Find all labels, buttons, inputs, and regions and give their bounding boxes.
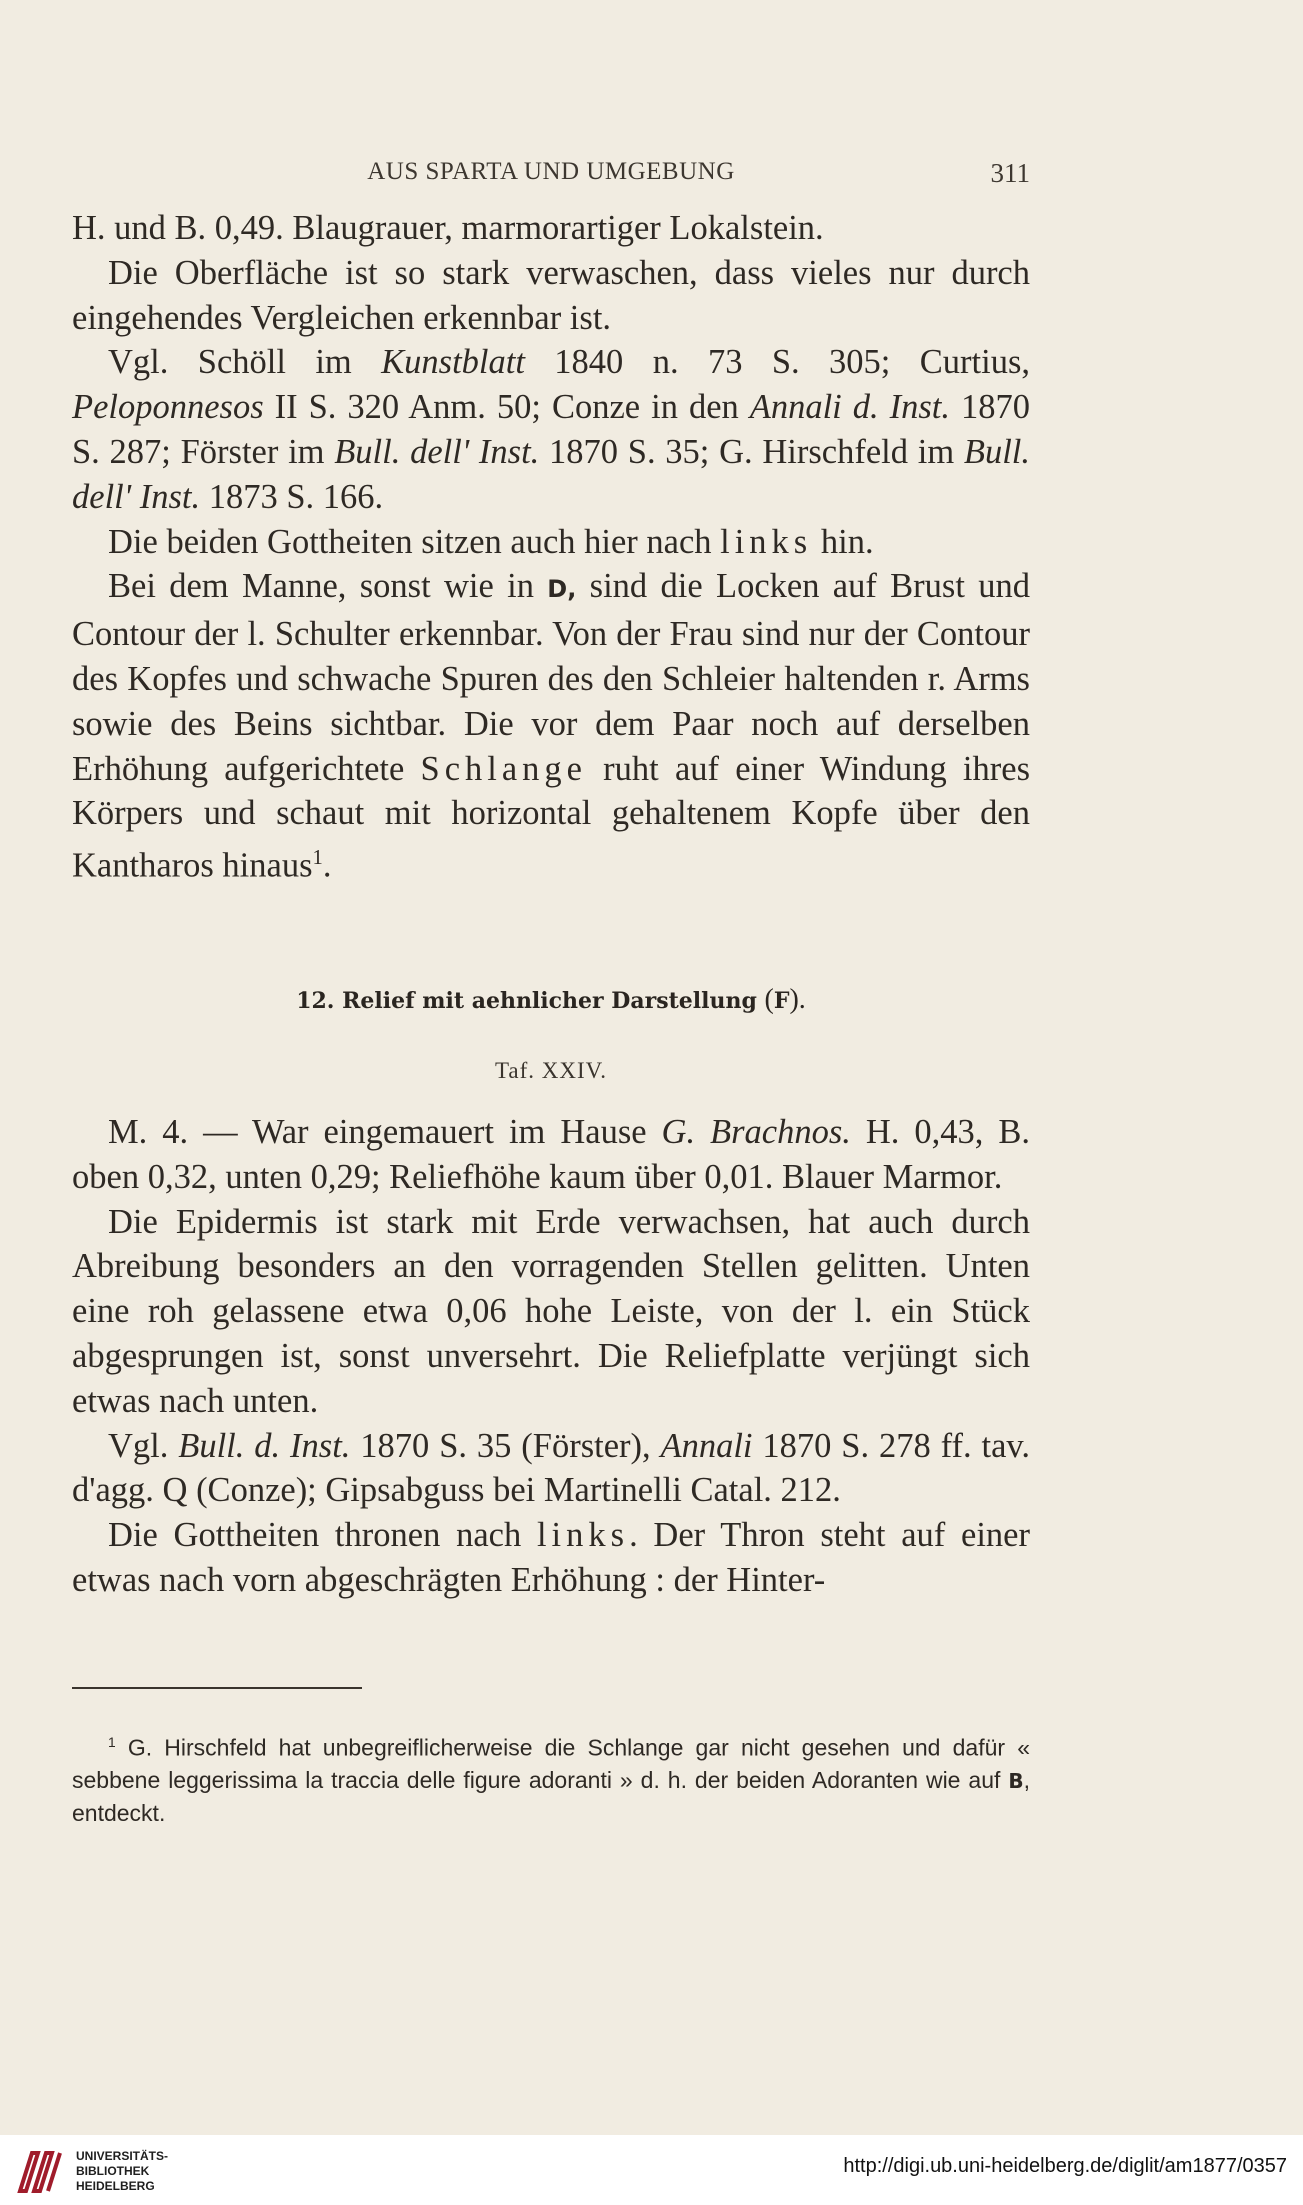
paragraph-throne: Die Gottheiten thronen nach links. Der Thron steht auf einer etwas nach vorn abgeschrägten Erhöhung : der Hinter- — [72, 1516, 1030, 1599]
paragraph-bibliography: Vgl. Bull. d. Inst. 1870 S. 35 (Förster), Annali 1870 S. 278 ff. tav. d'agg. Q (Conze); Gipsabguss bei Martinelli Catal. 212. — [72, 1426, 1031, 1510]
running-title: AUS SPARTA UND UMGEBUNG — [367, 158, 735, 185]
permalink-url[interactable]: http://digi.ub.uni-heidelberg.de/diglit/am1877/0357 — [843, 2155, 1287, 2177]
body-text-upper — [72, 206, 1030, 888]
paragraph-references: Vgl. Schöll im Kunstblatt 1840 n. 73 S. 305; Curtius, Peloponnesos II S. 320 Anm. 50; Conze in den Annali d. Inst. 1870 S. 287; Förster im Bull. dell' Inst. 1870 S. 35; G. Hirschfeld im Bull. dell' Inst. 1873 S. 166. — [72, 343, 1031, 516]
footnote-ref: 1 — [312, 847, 323, 870]
section-heading: 12. Relief mit aehnlicher Darstellung (F). — [296, 984, 806, 1015]
paragraph-surface: Die Oberfläche ist so stark verwaschen, dass vieles nur durch eingehendes Vergleichen erkennbar ist. — [72, 253, 1030, 337]
paragraph-description: Bei dem Manne, sonst wie in D, sind die Locken auf Brust und Contour der l. Schulter erkennbar. Von der Frau sind nur der Contour des Kopfes und schwache Spuren des den Schleier haltenden r. Arms sowie des Beins sichtbar. Die vor dem Paar noch auf derselben Erhöhung aufgerichtete Schlange ruht auf einer Windung ihres Körpers und schaut mit horizontal gehaltenem Kopfe über den Kantharos hinaus$^1$. — [72, 567, 1030, 885]
body-text-lower — [72, 1110, 1030, 1603]
paragraph-measurements: H. und B. 0,49. Blaugrauer, marmorartiger Lokalstein. — [72, 209, 824, 247]
footnote-divider — [72, 1687, 362, 1689]
university-library-logo-icon[interactable] — [14, 2145, 66, 2197]
plate-reference: Taf. XXIV. — [494, 1058, 608, 1083]
paragraph-provenance: M. 4. — War eingemauert im Hause G. Brachnos. H. 0,43, B. oben 0,32, unten 0,29; Reliefhöhe kaum über 0,01. Blauer Marmor. — [72, 1113, 1030, 1196]
paragraph-deities: Die beiden Gottheiten sitzen auch hier nach links hin. — [108, 522, 874, 561]
viewer-footer — [0, 2135, 1303, 2205]
running-header — [72, 158, 1030, 198]
institution-name[interactable]: UNIVERSITÄTS- BIBLIOTHEK HEIDELBERG — [76, 2149, 169, 2193]
footnote: $^1$ G. Hirschfeld hat unbegreiflicherweise die Schlange gar nicht gesehen und dafür « sebbene leggerissima la traccia delle figure adoranti » d. h. der beiden Adoranten wie auf B, entdeckt. — [72, 1734, 1030, 1826]
paragraph-condition: Die Epidermis ist stark mit Erde verwachsen, hat auch durch Abreibung besonders an den vorragenden Stellen gelitten. Unten eine roh gelassene etwa 0,06 hohe Leiste, von der l. ein Stück abgesprungen ist, sonst unversehrt. Die Reliefplatte verjüngt sich etwas nach unten. — [72, 1202, 1030, 1420]
page-number: 311 — [990, 158, 1030, 188]
